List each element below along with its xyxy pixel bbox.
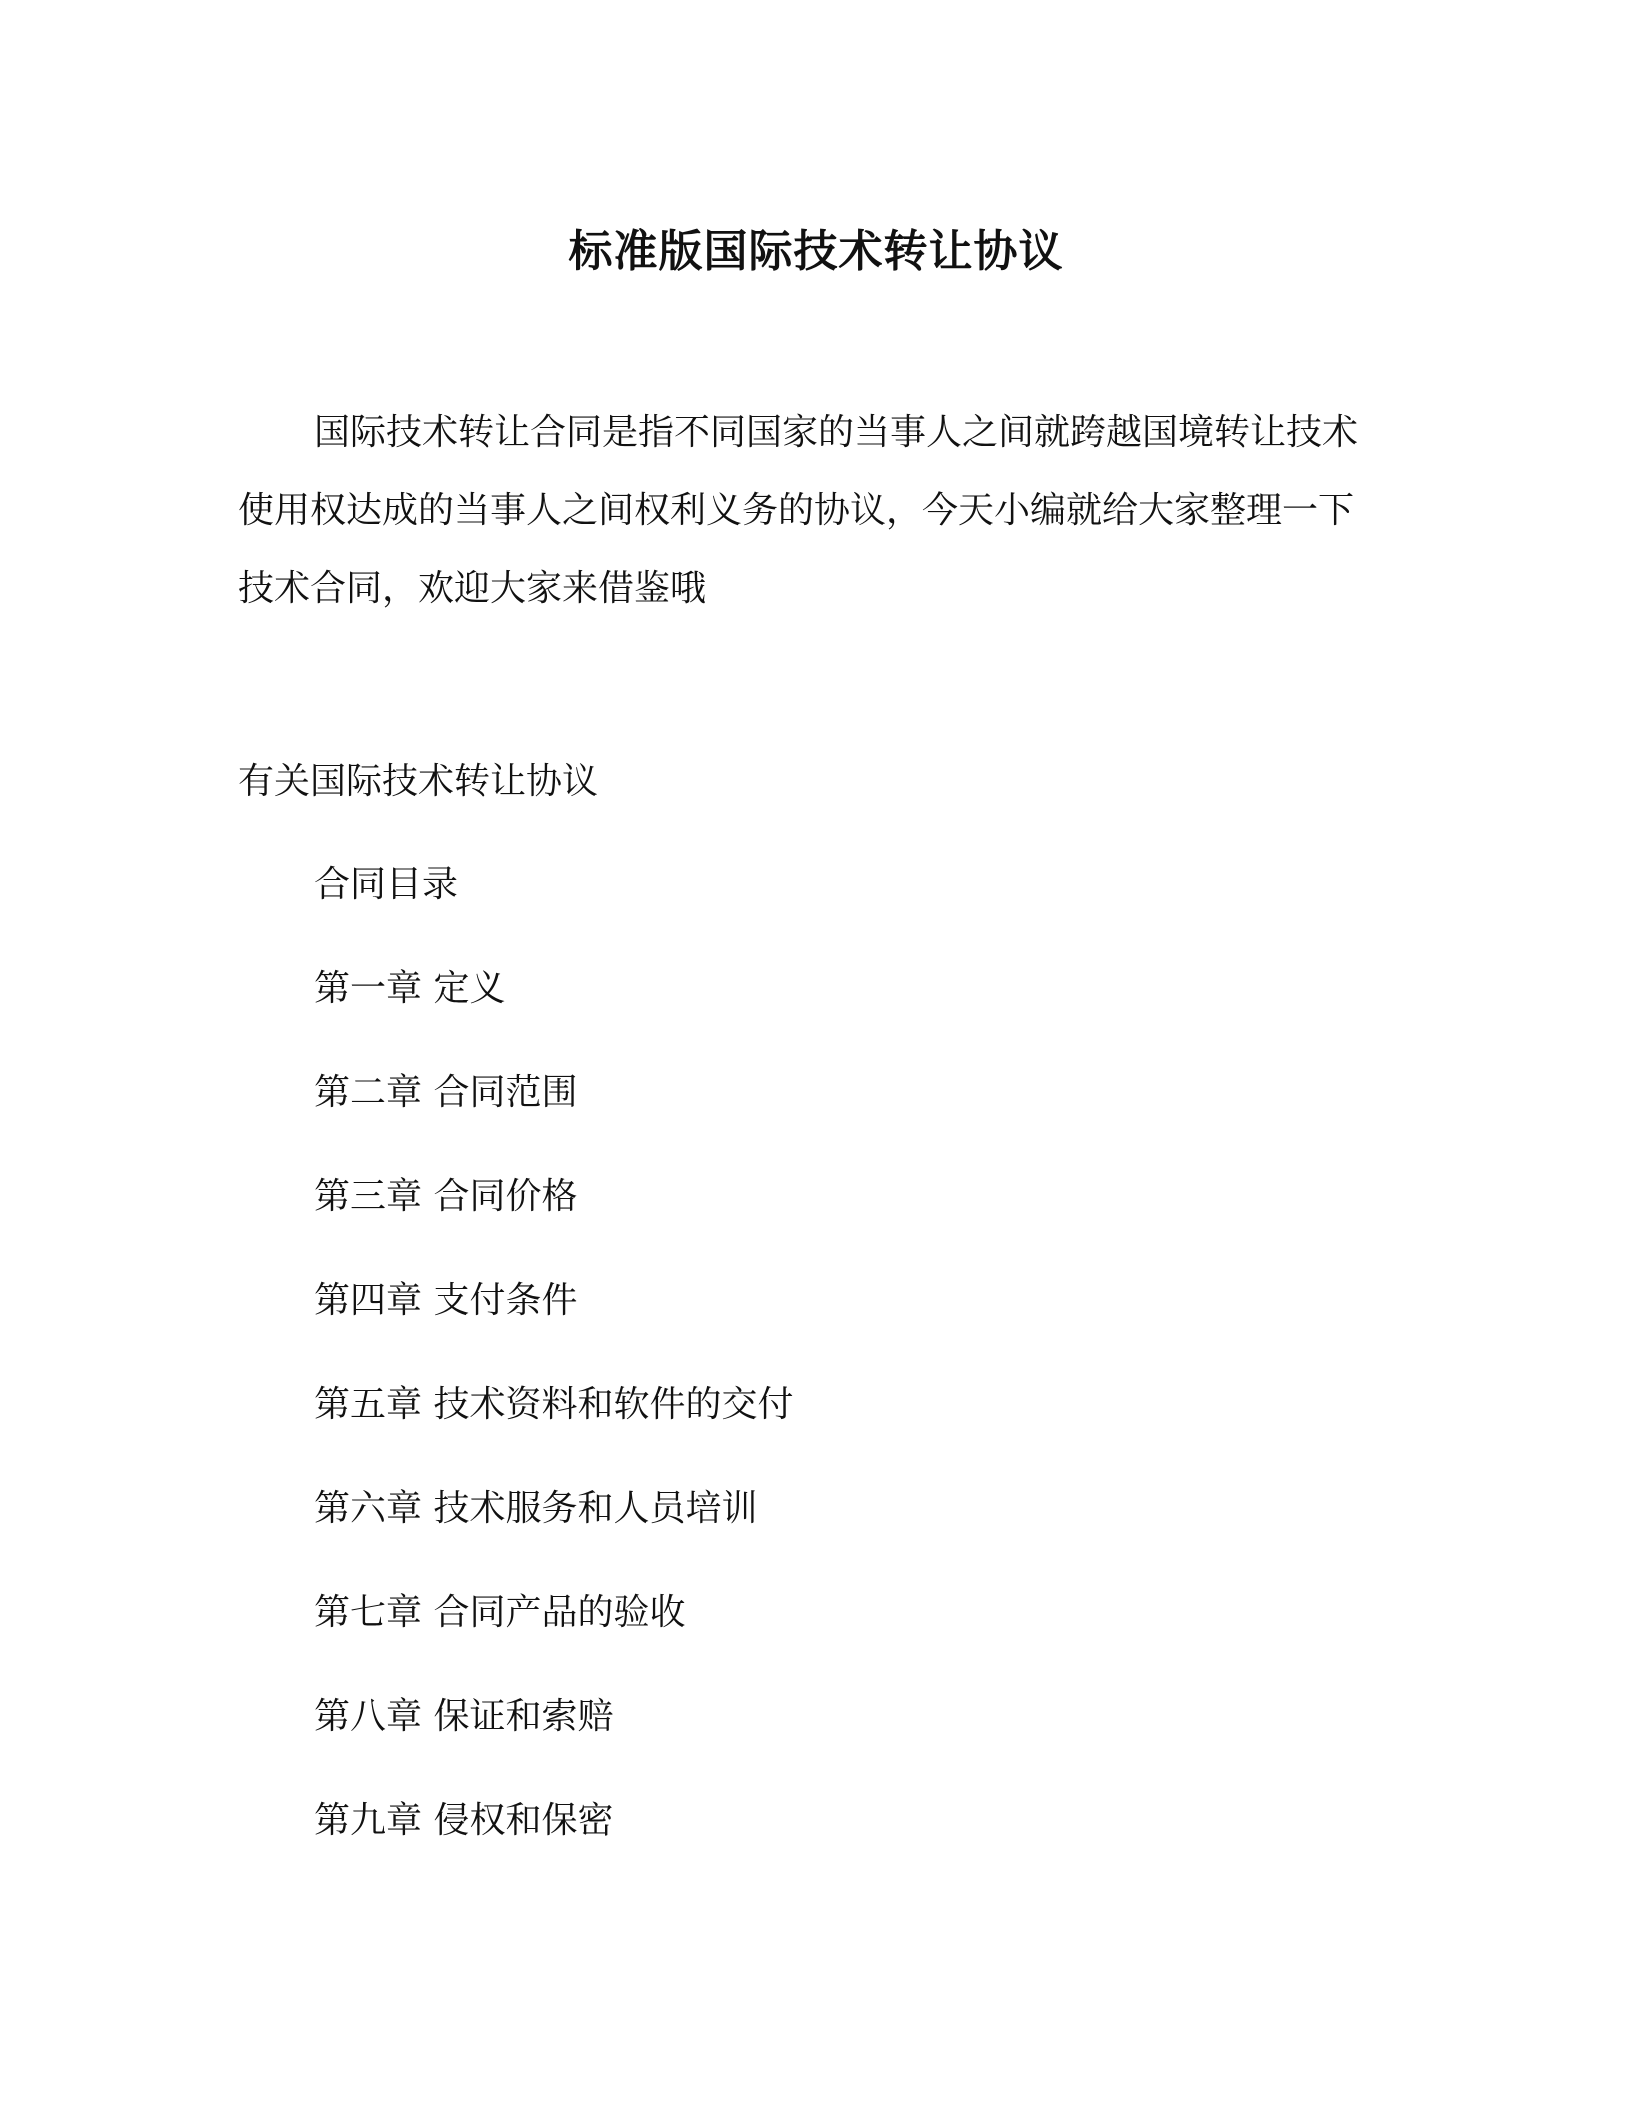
- intro-paragraph: 国际技术转让合同是指不同国家的当事人之间就跨越国境转让技术使用权达成的当事人之间权利义务的协议，今天小编就给大家整理一下技术合同，欢迎大家来借鉴哦: [238, 412, 1359, 609]
- toc-item-chapter-3: 第三章 合同价格: [314, 1176, 578, 1217]
- toc-item-chapter-5: 第五章 技术资料和软件的交付: [314, 1384, 794, 1425]
- toc-item-chapter-2: 第二章 合同范围: [314, 1072, 578, 1113]
- toc-item-chapter-4: 第四章 支付条件: [314, 1280, 578, 1321]
- toc-item-chapter-7: 第七章 合同产品的验收: [314, 1592, 686, 1633]
- toc-item-chapter-9: 第九章 侵权和保密: [314, 1800, 614, 1841]
- toc-item-chapter-8: 第八章 保证和索赔: [314, 1696, 614, 1737]
- document-title: 标准版国际技术转让协议: [568, 226, 1064, 277]
- section-heading: 有关国际技术转让协议: [238, 761, 599, 802]
- toc-title: 合同目录: [314, 864, 459, 905]
- toc-item-chapter-6: 第六章 技术服务和人员培训: [314, 1488, 758, 1529]
- table-of-contents: [314, 855, 793, 1895]
- toc-item-chapter-1: 第一章 定义: [314, 968, 506, 1009]
